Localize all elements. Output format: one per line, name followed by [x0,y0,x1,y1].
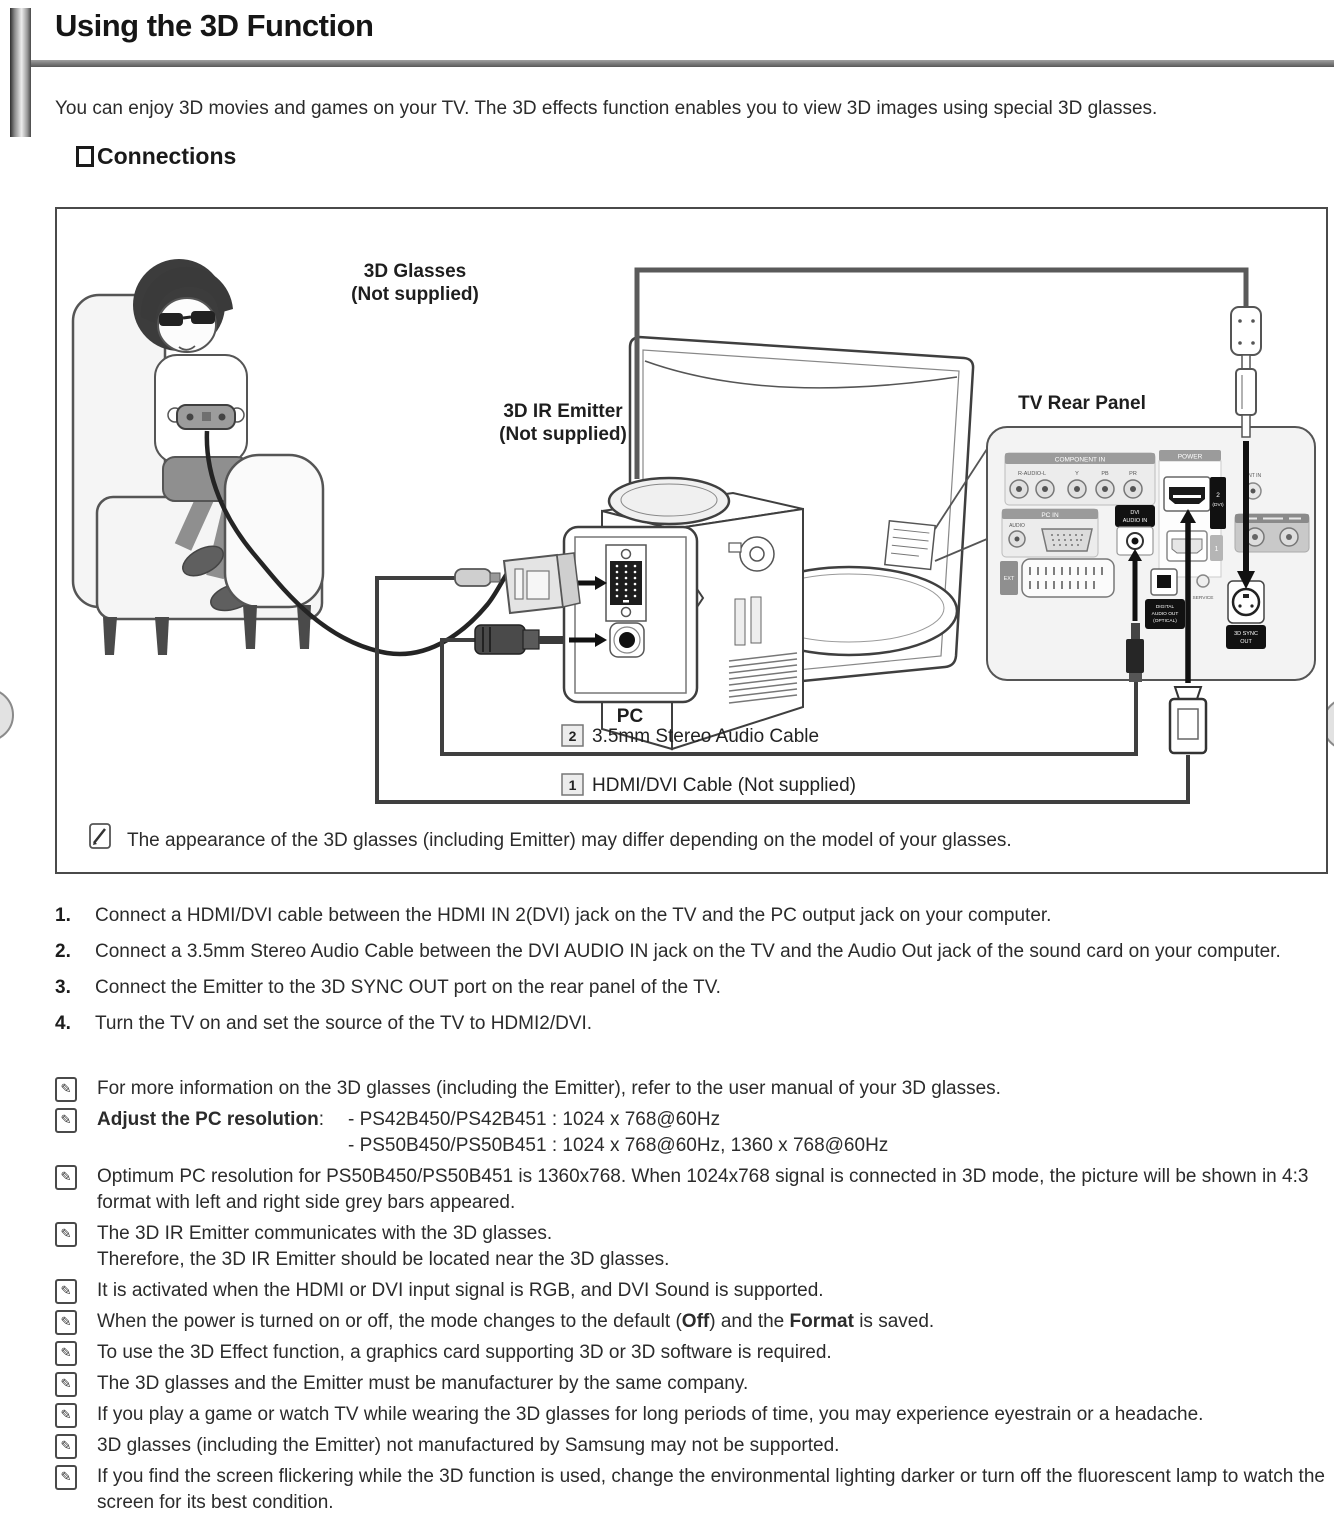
connections-heading [76,143,236,170]
note-row [55,1402,1327,1428]
pencil-note-icon: ✎ [55,1165,77,1190]
svg-text:2: 2 [1216,492,1220,499]
glasses-label-line1: 3D Glasses [363,261,467,282]
tv-spec-plate [885,521,935,570]
step-3-text: Connect the Emitter to the 3D SYNC OUT port on the rear panel of the TV. [95,977,721,998]
svg-text:COMPONENT IN: COMPONENT IN [1054,456,1106,464]
audio-plug-pc-side [475,625,563,654]
component-in-group [1005,453,1155,505]
pencil-note-icon: ✎ [55,1077,77,1102]
note-text: To use the 3D Effect function, a graphics card supporting 3D or 3D software is required. [97,1342,832,1363]
note-row [55,1278,1327,1304]
note-text: If you play a game or watch TV while wearing the 3D glasses for long periods of time, you may experience eyestrain or a headache. [97,1404,1204,1425]
note-text: Optimum PC resolution for PS50B450/PS50B451 is 1360x768. When 1024x768 signal is connected in 3D mode, the picture will be shown in 4:3 format with left and right side grey bars appeared. [97,1166,1309,1213]
svg-text:(OPTICAL): (OPTICAL) [1153,619,1177,624]
note-text: When the power is turned on or off, the mode changes to the default (Off) and the Format is saved. [97,1311,935,1332]
svg-text:OUT: OUT [1240,639,1252,645]
svg-text:DVI: DVI [1130,510,1140,516]
pencil-note-icon: ✎ [55,1341,77,1366]
step-4 [55,1011,1323,1037]
resolution-line-2: - PS50B450/PS50B451 : 1024 x 768@60Hz, 1360 x 768@60Hz [347,1135,889,1156]
svg-text:1: 1 [1214,546,1219,553]
step-4-text: Turn the TV on and set the source of the TV to HDMI2/DVI. [95,1013,593,1034]
svg-text:ANT IN: ANT IN [1244,473,1262,479]
steps-list [55,903,1323,1047]
note-row [55,1164,1327,1216]
diagram-note-text: The appearance of the 3D glasses (including Emitter) may differ depending on the model of your glasses. [127,830,1012,851]
cable-2-number: 2 [568,728,577,744]
tv-rear-panel-label: TV Rear Panel [1018,393,1146,414]
page-accent-bar [10,8,31,137]
connections-diagram [55,207,1328,874]
sync-out-port [1226,581,1266,649]
svg-text:3D SYNC: 3D SYNC [1234,631,1258,637]
note-row-pc-resolution [55,1107,1327,1159]
note-text: The 3D glasses and the Emitter must be manufacturer by the same company. [97,1373,749,1394]
pencil-note-icon: ✎ [55,1372,77,1397]
cable-1-number: 1 [568,777,577,793]
pencil-note-icon: ✎ [55,1108,77,1133]
step-1-number: 1. [55,905,71,926]
svg-text:Y: Y [1075,471,1079,477]
pc-label: PC [616,706,644,727]
diagram-note-icon [90,824,110,848]
step-2-text: Connect a 3.5mm Stereo Audio Cable between the DVI AUDIO IN jack on the TV and the Audio Out jack of the sound card on your computer. [95,941,1281,962]
step-2-number: 2. [55,941,71,962]
step-3 [55,975,1323,1001]
prev-page-button[interactable] [0,688,14,742]
resolution-lines [348,1107,888,1159]
emitter-label-line2: (Not supplied) [499,424,627,445]
game-controller-icon [168,405,244,429]
resolution-line-1: - PS42B450/PS42B451 : 1024 x 768@60Hz [347,1109,721,1130]
svg-text:R-AUDIO-L: R-AUDIO-L [1017,471,1047,477]
hdmi-group [1159,450,1226,577]
note-row [55,1076,1327,1102]
intro-text: You can enjoy 3D movies and games on your TV. The 3D effects function enables you to view 3D images using special 3D glasses. [55,98,1158,119]
svg-text:(DVI): (DVI) [1212,503,1224,508]
cable-1-tag [562,774,856,796]
emitter-label-line1: 3D IR Emitter [503,401,623,422]
page-title: Using the 3D Function [55,8,374,43]
note-text: For more information on the 3D glasses (including the Emitter), refer to the user manual of your 3D glasses. [97,1078,1001,1099]
note-row [55,1340,1327,1366]
note-text: If you find the screen flickering while the 3D function is used, change the environmental lighting darker or turn off the fluorescent lamp to watch the screen for its best condition. [97,1466,1325,1513]
pc-zoom-panel [564,527,697,702]
step-4-number: 4. [55,1013,71,1034]
dvi-audio-in-port [1115,505,1155,555]
audio-jack-graphic [610,623,644,657]
svg-text:PC IN: PC IN [1041,512,1059,519]
cable-1-label: HDMI/DVI Cable (Not supplied) [592,775,856,796]
note-text: 3D glasses (including the Emitter) not manufactured by Samsung may not be supported. [97,1435,840,1456]
note-bold-label: Adjust the PC resolution: [97,1109,324,1130]
step-2 [55,939,1323,965]
connections-heading-label: Connections [97,143,237,169]
ir-emitter-disc [609,478,729,524]
step-3-number: 3. [55,977,71,998]
note-text: It is activated when the HDMI or DVI input signal is RGB, and DVI Sound is supported. [97,1280,824,1301]
note-row [55,1433,1327,1459]
section-square-icon [76,146,94,167]
step-1 [55,903,1323,929]
pencil-note-icon: ✎ [55,1465,77,1490]
note-text [97,1221,1327,1273]
svg-text:DIGITAL: DIGITAL [1155,605,1175,610]
cable-2-tag [562,725,819,747]
pencil-note-icon: ✎ [55,1403,77,1428]
note-line-1: The 3D IR Emitter communicates with the 3D glasses. [97,1223,553,1244]
dvi-port-graphic [606,545,646,621]
svg-text:AUDIO: AUDIO [1009,523,1025,529]
step-1-text: Connect a HDMI/DVI cable between the HDMI IN 2(DVI) jack on the TV and the PC output jack on your computer. [95,905,1052,926]
ext-scart-group [1000,559,1114,597]
svg-text:PB: PB [1101,471,1109,477]
pencil-note-icon: ✎ [55,1310,77,1335]
svg-text:EXT: EXT [1003,576,1015,582]
pc-in-group [1002,509,1098,557]
title-divider [31,60,1334,67]
pencil-note-icon: ✎ [55,1222,77,1247]
svg-text:AUDIO IN: AUDIO IN [1122,518,1148,524]
svg-text:SERVICE: SERVICE [1192,596,1214,601]
glasses-label-line2: (Not supplied) [351,284,479,305]
svg-text:PR: PR [1129,471,1137,477]
note-row-emitter [55,1221,1327,1273]
note-row [55,1371,1327,1397]
svg-text:POWER: POWER [1177,453,1203,461]
svg-text:AUDIO OUT: AUDIO OUT [1151,612,1179,617]
note-row-power [55,1309,1327,1335]
rear-panel-detail [987,427,1315,680]
pencil-note-icon: ✎ [55,1434,77,1459]
dvi-connector-plug [455,553,580,613]
note-row [55,1464,1327,1516]
cable-2-label: 3.5mm Stereo Audio Cable [592,726,820,747]
notes-list [55,1076,1327,1521]
note-line-2: Therefore, the 3D IR Emitter should be located near the 3D glasses. [97,1249,670,1270]
connections-diagram-svg [57,209,1326,872]
pencil-note-icon: ✎ [55,1279,77,1304]
